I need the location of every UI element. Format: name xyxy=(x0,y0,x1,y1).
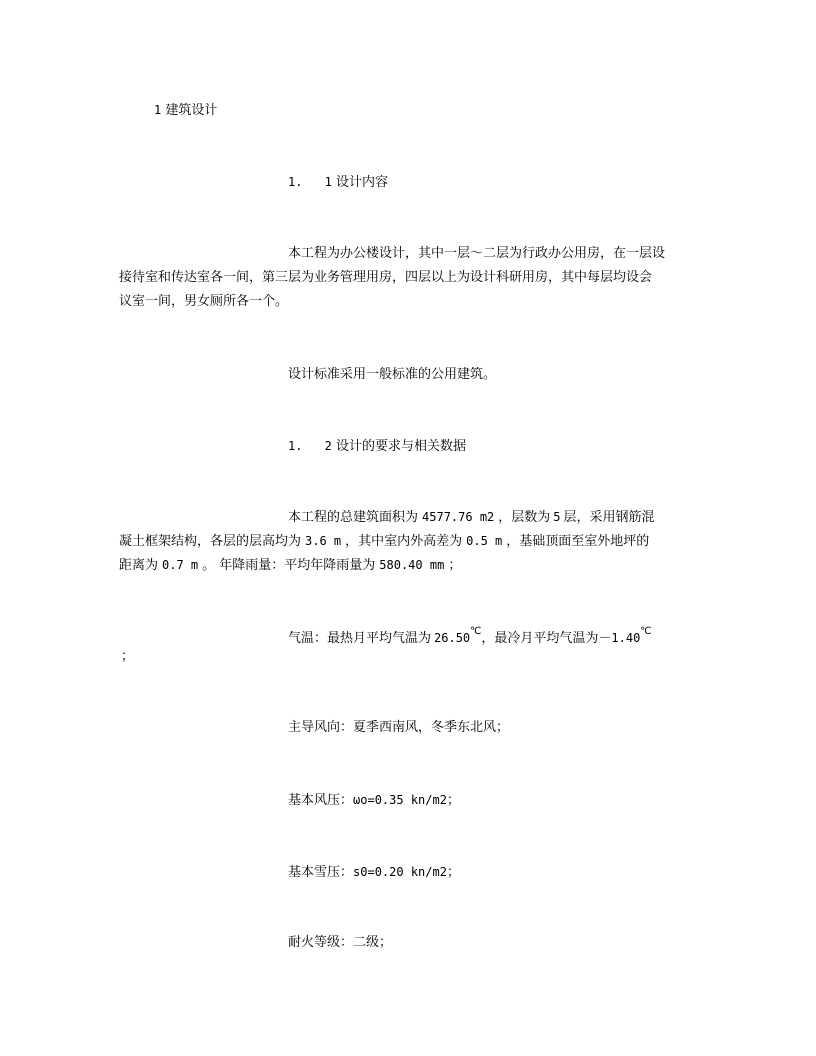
paragraph-1-line-2: 接待室和传达室各一间，第三层为业务管理用房，四层以上为设计科研用房，其中每层均设会 xyxy=(119,270,653,285)
paragraph-1-line-1: 本工程为办公楼设计，其中一层～二层为行政办公用房，在一层设 xyxy=(288,246,666,261)
paragraph-3-line-1: 本工程的总建筑面积为 4577.76 m2 ，层数为 5 层，采用钢筋混 xyxy=(288,510,655,525)
subsection-heading-1: 1. 1 设计内容 xyxy=(288,175,388,190)
section-heading: 1 建筑设计 xyxy=(154,103,218,118)
snow-pressure: 基本雪压：s0=0.20 kn/m2； xyxy=(288,865,460,880)
temperature-line: 气温：最热月平均气温为 26.50℃，最冷月平均气温为－1.40℃ xyxy=(288,626,652,646)
temperature-line-end: ； xyxy=(121,649,135,664)
fire-rating: 耐火等级：二级； xyxy=(288,935,393,950)
subsection-heading-2: 1. 2 设计的要求与相关数据 xyxy=(288,439,466,454)
paragraph-3-line-3: 距离为 0.7 m 。 年降雨量：平均年降雨量为 580.40 mm ； xyxy=(119,558,462,573)
wind-pressure: 基本风压：ωo=0.35 kn/m2； xyxy=(288,793,460,808)
paragraph-1-line-3: 议室一间，男女厕所各一个。 xyxy=(119,294,289,309)
paragraph-2: 设计标准采用一般标准的公用建筑。 xyxy=(288,367,497,382)
paragraph-3-line-2: 凝土框架结构，各层的层高均为 3.6 m ，其中室内外高差为 0.5 m ，基础顶面至室外地坪的 xyxy=(119,534,650,549)
wind-direction: 主导风向：夏季西南风，冬季东北风； xyxy=(288,720,510,735)
